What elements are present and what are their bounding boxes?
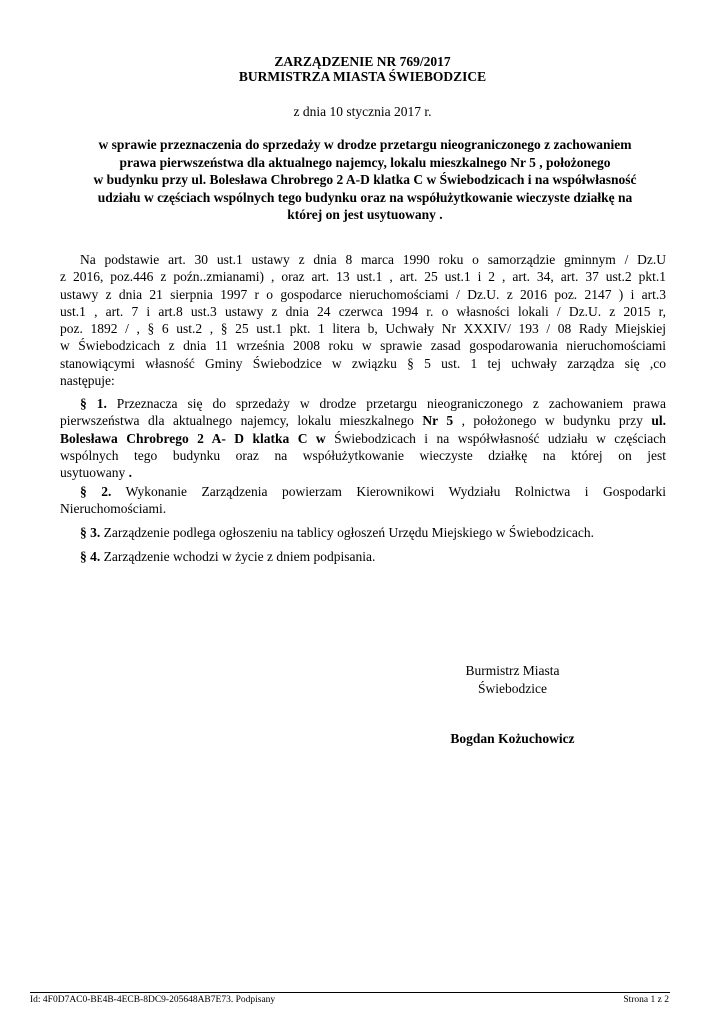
section-2-line: Nieruchomościami. (60, 501, 167, 517)
signatory-city: Świebodzice (478, 681, 547, 696)
section-3-paragraph (60, 524, 666, 541)
document-subject (60, 136, 670, 224)
street-prefix: ul. (651, 413, 667, 429)
document-id: Id: 4F0D7AC0-BE4B-4ECB-8DC9-205648AB7E73. Podpisany (30, 995, 276, 1005)
section-1-text: Świebodzicach i na współwłasność udziału w częściach (325, 430, 666, 446)
section-2-line (60, 483, 666, 500)
section-1-text: usytuowany (60, 465, 129, 481)
preamble-line: z 2016, poz.446 z poźn..zmianami) , oraz art. 13 ust.1 , art. 25 ust.1 i 2 , art. 34, art. 37 ust.2 pkt.1 (60, 269, 666, 285)
section-2-text: Wykonanie Zarządzenia powierzam Kierownikowi Wydziału Rolnictwa i Gospodarki (111, 484, 667, 499)
page-number: Strona 1 z 2 (623, 995, 669, 1005)
section-1-paragraph (60, 395, 666, 481)
section-1-period: . (128, 465, 132, 481)
section-4-paragraph (60, 548, 666, 565)
footer-divider (30, 992, 670, 993)
subject-line: której on jest usytuowany . (287, 207, 443, 222)
preamble-line: ust.1 , art. 7 i art.8 ust.3 ustawy z dnia 24 czerwca 1994 r. o własności lokali / Dz.U. z 2015 r, (60, 303, 666, 319)
document-issuer: BURMISTRZA MIASTA ŚWIEBODZICE (238, 69, 487, 84)
document-date: z dnia 10 stycznia 2017 r. (293, 104, 432, 119)
section-1-label: § 1. (80, 396, 107, 411)
signatory-name: Bogdan Kożuchowicz (450, 731, 575, 746)
preamble-line: stanowiącymi własność Gminy Świebodzice w związku § 5 ust. 1 tej uchwały zarządza się ,co (60, 355, 666, 371)
section-1-line (60, 412, 666, 429)
section-1-line (60, 464, 666, 481)
preamble-line: następuje: (60, 373, 115, 389)
section-4-text: Zarządzenie wchodzi w życie z dniem podpisania. (100, 549, 376, 564)
subject-line: prawa pierwszeństwa dla aktualnego najemcy, lokalu mieszkalnego Nr 5 , położonego (119, 154, 611, 170)
subject-line: w budynku przy ul. Bolesława Chrobrego 2 A-D klatka C w Świebodzicach i na współwłasność (93, 172, 637, 187)
section-2-paragraph (60, 483, 666, 518)
section-4-line (60, 548, 666, 565)
section-3-text: Zarządzenie podlega ogłoszeniu na tablicy ogłoszeń Urzędu Miejskiego w Świebodzicach. (100, 525, 594, 540)
street-address: Bolesława Chrobrego 2 A- D klatka C w (60, 430, 326, 446)
section-1-line: wspólnych tego budynku oraz na współużytkowanie wieczyste działkę na której on jest (60, 447, 666, 463)
preamble-line: w Świebodzicach z dnia 11 września 2008 roku w sprawie zasad gospodarowania nieruchomościami (60, 338, 666, 354)
section-3-line (60, 524, 666, 541)
preamble-line: Na podstawie art. 30 ust.1 ustawy z dnia 8 marca 1990 roku o samorządzie gminnym / Dz.U (80, 252, 666, 267)
preamble-line: ustawy z dnia 21 sierpnia 1997 r o gospodarce nieruchomościami / Dz.U. z 2016 poz. 2147 ) i art.3 (60, 286, 666, 302)
section-1-text: Przeznacza się do sprzedaży w drodze przetargu nieograniczonego z zachowaniem prawa (106, 396, 666, 411)
section-2-label: § 2. (80, 484, 112, 499)
section-3-label: § 3. (80, 525, 101, 540)
section-4-label: § 4. (80, 549, 101, 564)
section-1-line (60, 430, 666, 447)
preamble-line: poz. 1892 / , § 6 ust.2 , § 25 ust.1 pkt. 1 litera b, Uchwały Nr XXXIV/ 193 / 08 Rady Miejskiej (60, 321, 666, 337)
subject-line: w sprawie przeznaczenia do sprzedaży w drodze przetargu nieograniczonego z zachowaniem (98, 137, 632, 152)
legal-basis-paragraph (60, 251, 666, 389)
apartment-number: Nr 5 (422, 413, 454, 429)
document-title: ZARZĄDZENIE NR 769/2017 (274, 54, 451, 69)
section-1-line (60, 395, 666, 412)
section-1-text: pierwszeństwa dla aktualnego najemcy, lokalu mieszkalnego (60, 413, 423, 429)
signatory-title: Burmistrz Miasta (465, 663, 560, 678)
section-1-text: , położonego w budynku przy (453, 413, 652, 429)
subject-line: udziału w częściach wspólnych tego budynku oraz na współużytkowanie wieczyste działkę na (97, 189, 633, 205)
